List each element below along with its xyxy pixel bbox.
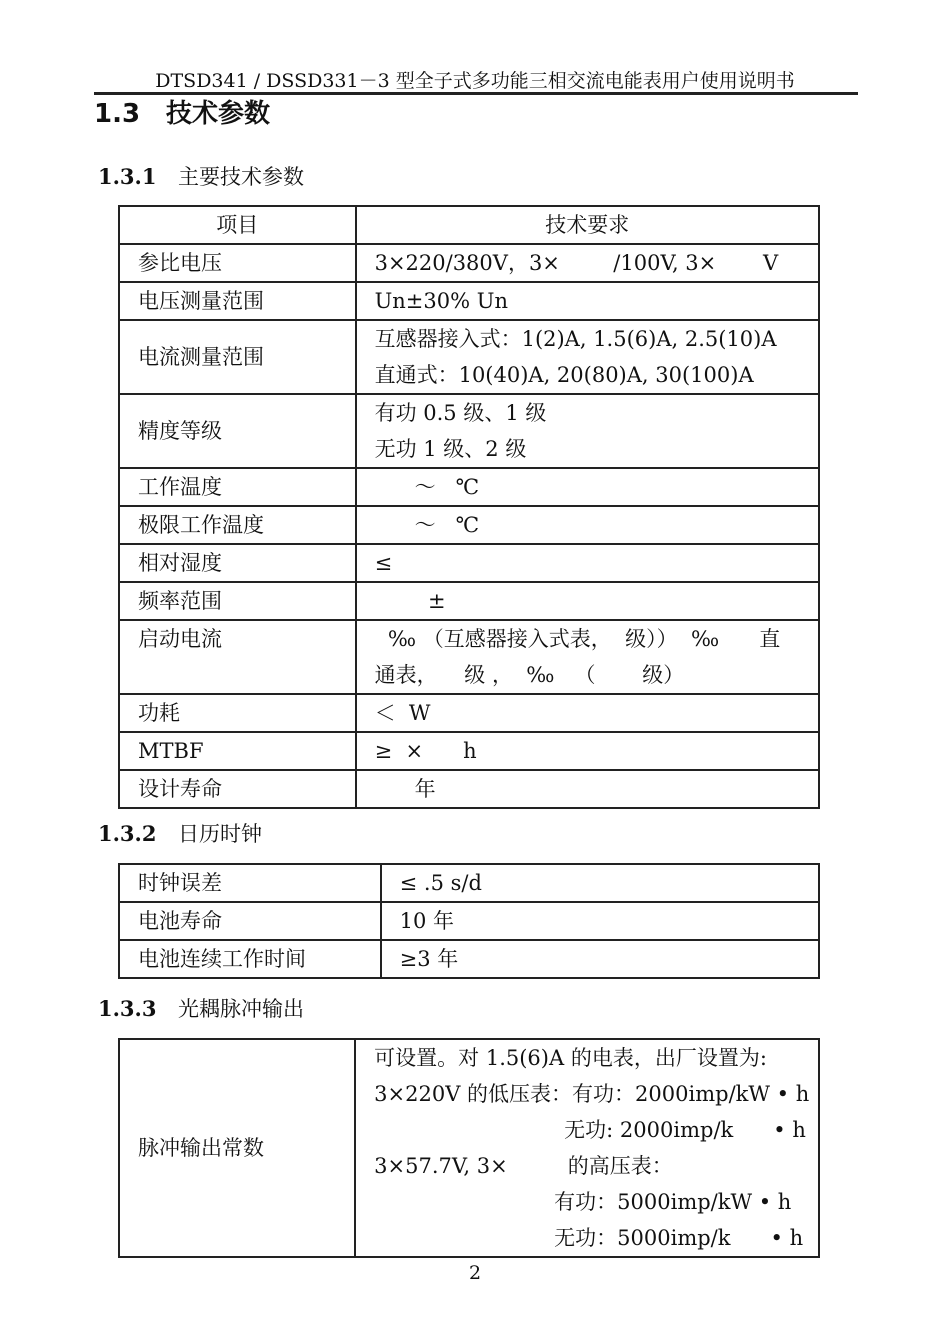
row-value: ≤ .5 s/d bbox=[381, 864, 819, 902]
row-value: Un±30% Un bbox=[356, 282, 819, 320]
table-row bbox=[119, 282, 819, 320]
table-row bbox=[119, 582, 819, 620]
table-row bbox=[119, 468, 819, 506]
row-value: 年 bbox=[356, 770, 819, 808]
row-label: 极限工作温度 bbox=[119, 506, 356, 544]
row-label: 脉冲输出常数 bbox=[119, 1039, 355, 1257]
subsection-heading-3 bbox=[98, 993, 304, 1023]
row-label: 电压测量范围 bbox=[119, 282, 356, 320]
subsection-title: 光耦脉冲输出 bbox=[178, 997, 304, 1021]
table-row bbox=[119, 864, 819, 902]
row-label: MTBF bbox=[119, 732, 356, 770]
table-row bbox=[119, 694, 819, 732]
main-specs-table bbox=[118, 205, 820, 809]
table-row bbox=[119, 732, 819, 770]
table-row bbox=[119, 940, 819, 978]
table-row bbox=[119, 902, 819, 940]
row-label: 精度等级 bbox=[119, 394, 356, 468]
subsection-heading-2 bbox=[98, 818, 262, 848]
table-row bbox=[119, 506, 819, 544]
clock-table bbox=[118, 863, 820, 979]
subsection-title: 日历时钟 bbox=[178, 822, 262, 846]
document-header-title: DTSD341 / DSSD331－3 型全子式多功能三相交流电能表用户使用说明书 bbox=[155, 70, 795, 92]
section-number: 1.3 bbox=[94, 99, 141, 129]
row-value: 10 年 bbox=[381, 902, 819, 940]
row-value: ≤ bbox=[356, 544, 819, 582]
table-row bbox=[119, 620, 819, 694]
row-value: ＜ W bbox=[356, 694, 819, 732]
row-value: ≥3 年 bbox=[381, 940, 819, 978]
row-label: 功耗 bbox=[119, 694, 356, 732]
row-label: 相对湿度 bbox=[119, 544, 356, 582]
section-heading bbox=[94, 93, 270, 130]
row-label: 设计寿命 bbox=[119, 770, 356, 808]
table-row bbox=[119, 544, 819, 582]
table-row bbox=[119, 394, 819, 468]
subsection-number: 1.3.2 bbox=[98, 821, 157, 846]
row-label: 工作温度 bbox=[119, 468, 356, 506]
row-label: 电流测量范围 bbox=[119, 320, 356, 394]
table-header-row bbox=[119, 206, 819, 244]
row-value: ‰ （互感器接入式表， 级）） ‰ 直 通表， 级 ， ‰ （ 级） bbox=[356, 620, 819, 694]
page-number: 2 bbox=[468, 1262, 482, 1284]
row-value: 可设置。对 1.5(6)A 的电表，出厂设置为: 3×220V 的低压表：有功：2000imp/kW • h 无功: 2000imp/k • h 3×57.7V, 3× 的高压表： 有功：5000imp/kW • h 无功：5000imp/k • h bbox=[355, 1039, 819, 1257]
subsection-number: 1.3.3 bbox=[98, 996, 157, 1021]
row-value: 互感器接入式：1(2)A, 1.5(6)A, 2.5(10)A 直通式：10(40)A, 20(80)A, 30(100)A bbox=[356, 320, 819, 394]
row-label: 频率范围 bbox=[119, 582, 356, 620]
row-value: ～ ℃ bbox=[356, 468, 819, 506]
row-value: ± bbox=[356, 582, 819, 620]
row-value: 有功 0.5 级、1 级 无功 1 级、2 级 bbox=[356, 394, 819, 468]
table-header-cell: 项目 bbox=[119, 206, 356, 244]
pulse-output-table bbox=[118, 1038, 820, 1258]
table-row bbox=[119, 320, 819, 394]
row-value: 3×220/380V，3× /100V, 3× V bbox=[356, 244, 819, 282]
row-label: 时钟误差 bbox=[119, 864, 381, 902]
row-label: 电池连续工作时间 bbox=[119, 940, 381, 978]
subsection-number: 1.3.1 bbox=[98, 164, 157, 189]
row-value: ≥ × h bbox=[356, 732, 819, 770]
subsection-heading-1 bbox=[98, 161, 304, 191]
row-label: 启动电流 bbox=[119, 620, 356, 694]
table-row bbox=[119, 770, 819, 808]
section-title: 技术参数 bbox=[166, 99, 271, 129]
table-header-cell: 技术要求 bbox=[356, 206, 819, 244]
table-row bbox=[119, 1039, 819, 1257]
row-label: 参比电压 bbox=[119, 244, 356, 282]
row-value: ～ ℃ bbox=[356, 506, 819, 544]
row-label: 电池寿命 bbox=[119, 902, 381, 940]
subsection-title: 主要技术参数 bbox=[178, 165, 304, 189]
table-row bbox=[119, 244, 819, 282]
